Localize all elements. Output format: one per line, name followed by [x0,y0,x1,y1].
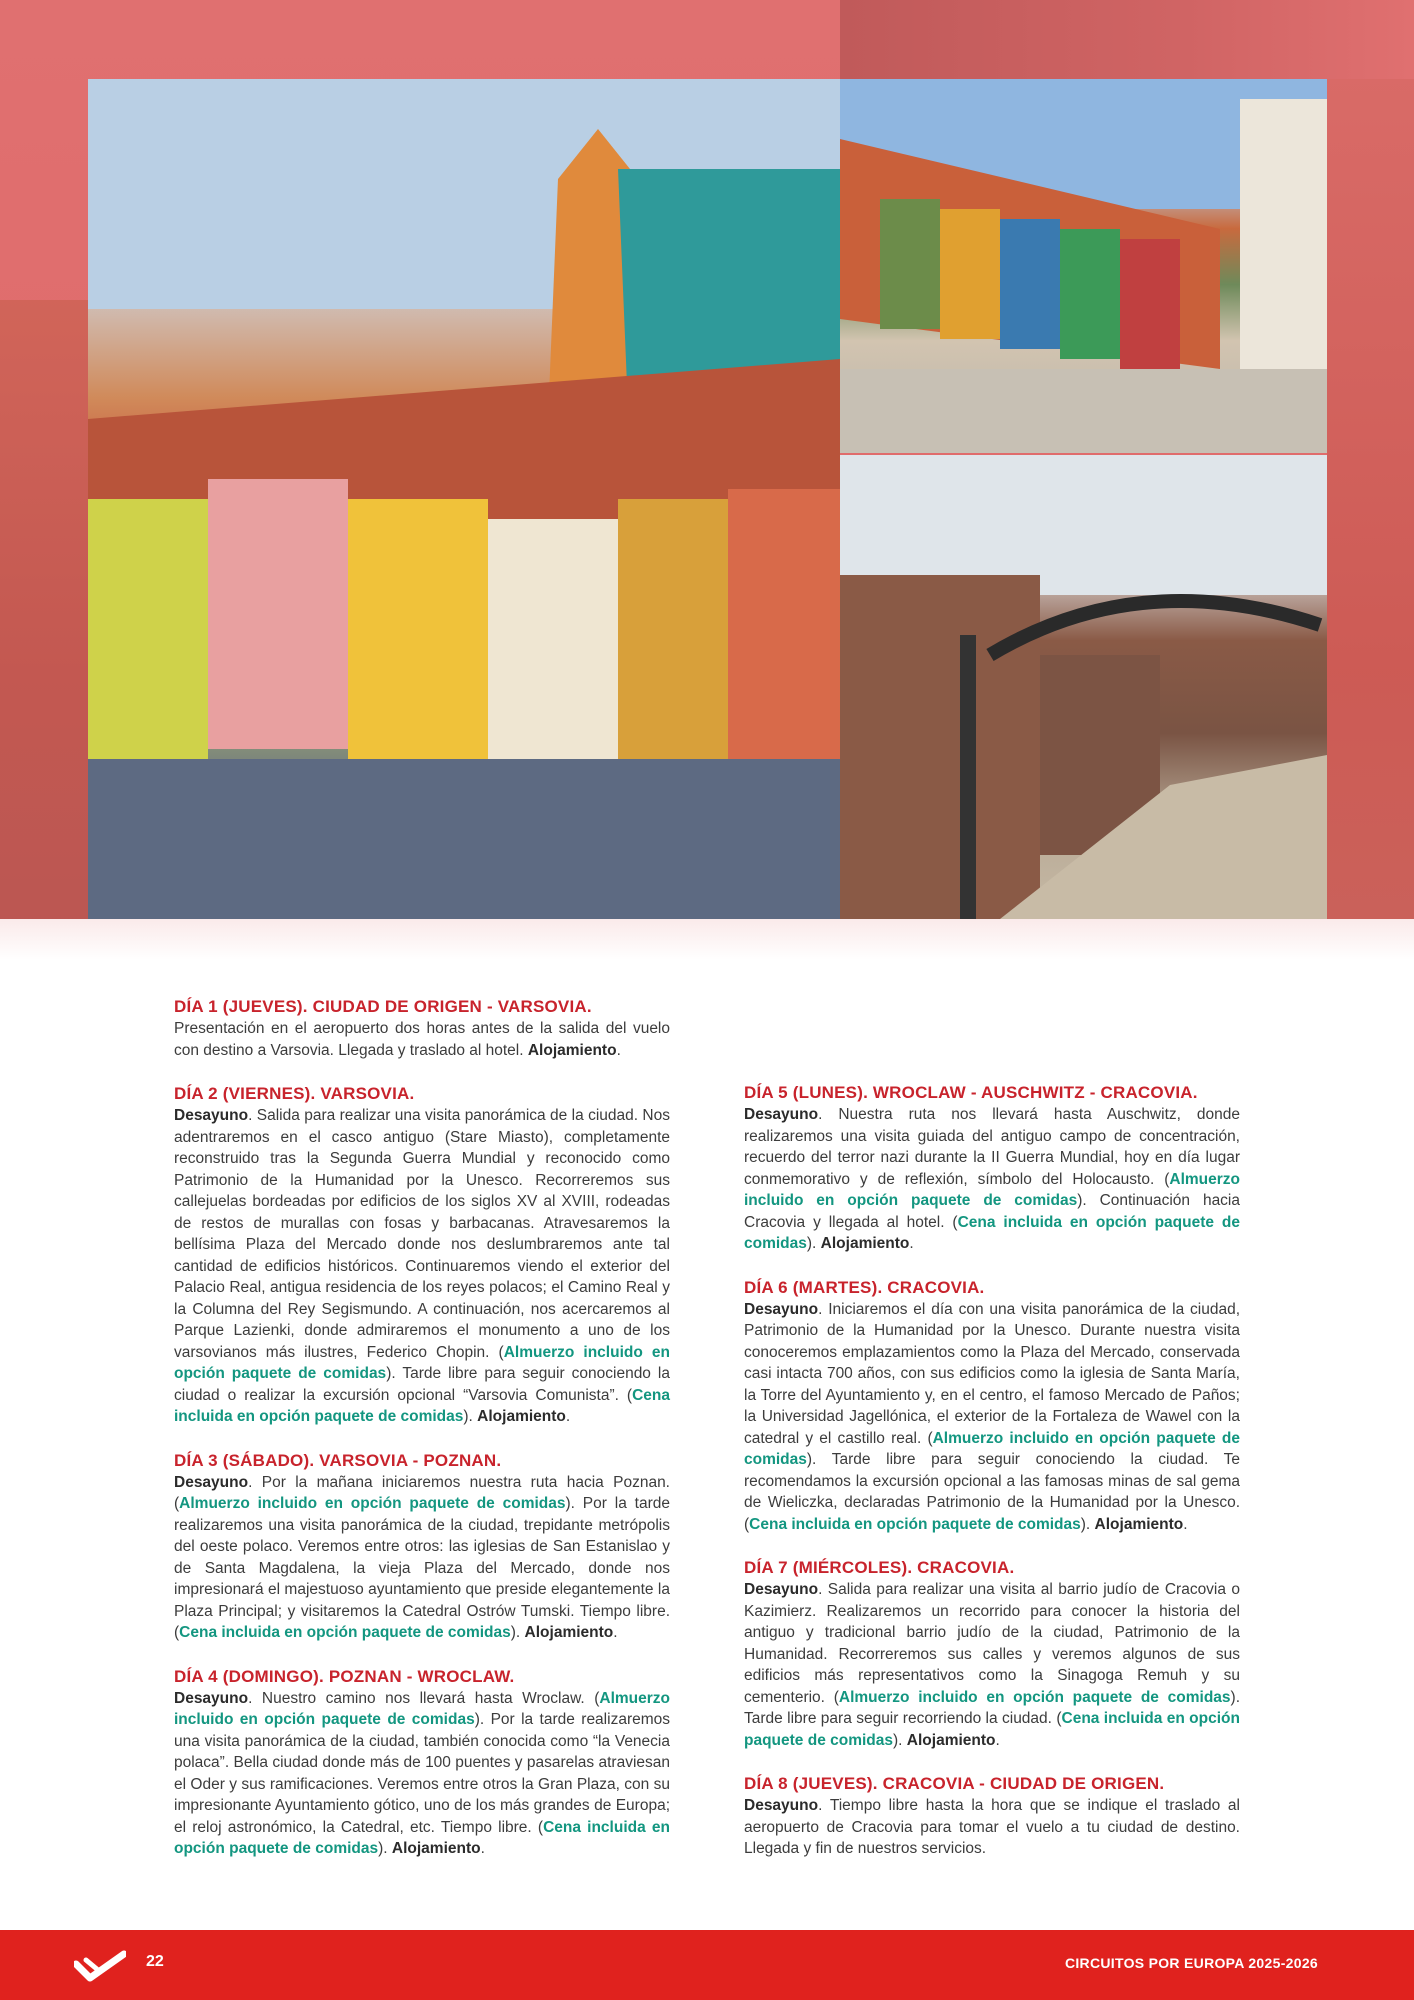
meal-plan-note: Almuerzo incluido en opción paquete de comidas [179,1495,566,1512]
day-description [174,1688,670,1860]
body-text: . Iniciaremos el día con una visita panorámica de la ciudad, Patrimonio de la Humanidad por la Unesco. Durante nuestra visita conoceremos emplazamientos como la Plaza del Mercado, conservada casi intacta 700 años, con sus edificios como la iglesia de Santa María, la Torre del Ayuntamiento y, en el centro, el famoso Mercado de Paños; la Universidad Jagellónica, el exterior de la Fortaleza de Wawel con la catedral y el castillo real. ( [744,1300,1240,1447]
body-text: ). Tarde libre para seguir recorriendo la ciudad. ( [744,1688,1240,1727]
itinerary-column-right [744,996,1240,1882]
emphasis-text: Alojamiento [820,1235,910,1252]
body-text: . [565,1408,571,1425]
poznan-market-square-photo [840,79,1327,453]
body-text: . [995,1731,1000,1749]
day-description [174,1472,670,1644]
emphasis-text: Desayuno [174,1473,249,1491]
sky-overlay [840,0,1414,79]
body-text: ). Por la tarde realizaremos una visita panorámica de la ciudad, trepidante metrópolis del oeste polaco. Veremos entre otros: las iglesias de San Estanislao y de Santa Magdalena, la vieja Plaza del Mercado, donde nos impresionará el majestuoso ayuntamiento que preside elegantemente la Plaza Principal; y visitaremos la Catedral Ostrów Tumski. Tiempo libre. ( [174,1495,670,1641]
body-text: ). [510,1624,525,1641]
meal-plan-note: Cena incluida en opción paquete de comidas [744,1213,1241,1252]
body-text: ). Tarde libre para seguir conociendo la ciudad o realizar la excursión opcional “Varsovia Comunista”. ( [174,1365,670,1404]
emphasis-text: Desayuno [744,1581,819,1598]
brand-logo-icon [74,1950,126,1982]
body-text: . [909,1235,914,1252]
body-text: ). Tarde libre para seguir conociendo la ciudad. Te recomendamos la excursión opcional a las famosas minas de sal gema de Wieliczka, declaradas Patrimonio de la Humanidad por la Unesco. ( [744,1451,1240,1533]
body-text: ). Continuación hacia Cracovia y llegada al hotel. ( [744,1192,1241,1231]
emphasis-text: Alojamiento [477,1408,566,1425]
day-title: DÍA 5 (LUNES). WROCLAW - AUSCHWITZ - CRACOVIA. [744,1083,1198,1102]
day-description [744,1299,1240,1536]
day-title: DÍA 2 (VIERNES). VARSOVIA. [174,1084,415,1103]
meal-plan-note: Cena incluida en opción paquete de comidas [174,1818,670,1857]
body-text: . Nuestra ruta nos llevará hasta Auschwitz, donde realizaremos una visita guiada del antiguo campo de concentración, recuerdo del terror nazi durante la II Guerra Mundial, hoy en día lugar conmemorativo y de reflexión, símbolo del Holocausto. ( [744,1106,1240,1188]
right-color-overlay [1327,79,1414,919]
body-text: . Tiempo libre hasta la hora que se indique el traslado al aeropuerto de Cracovia para tomar el vuelo a tu ciudad de destino. Llegada y fin de nuestros servicios. [744,1797,1240,1857]
auschwitz-gate-photo [840,455,1327,919]
meal-plan-note: Almuerzo incluido en opción paquete de comidas [838,1688,1231,1706]
body-text: ). Por la tarde realizaremos una visita panorámica de la ciudad, también conocida como “la Venecia polaca”. Bella ciudad donde más de 100 puentes y pasarelas atraviesan el Oder y sus ramificaciones. Veremos entre otros la Gran Plaza, con su impresionante Ayuntamiento gótico, uno de los más grandes de Europa; el reloj astronómico, la Catedral, etc. Tiempo libre. ( [174,1711,671,1836]
page-number: 22 [146,1953,164,1970]
day-4 [174,1666,670,1860]
day-title: DÍA 8 (JUEVES). CRACOVIA - CIUDAD DE ORIGEN. [744,1774,1165,1793]
day-title: DÍA 6 (MARTES). CRACOVIA. [744,1277,985,1297]
emphasis-text: Desayuno [744,1300,819,1318]
emphasis-text: Alojamiento [1094,1515,1184,1533]
emphasis-text: Alojamiento [524,1624,614,1641]
day-8 [744,1773,1240,1860]
day-2 [174,1083,670,1428]
meal-plan-note: Almuerzo incluido en opción paquete de comidas [744,1429,1240,1468]
body-text: . [613,1624,618,1641]
body-text: . [616,1041,621,1059]
body-text: ). [1080,1515,1095,1533]
footer-title: CIRCUITOS POR EUROPA 2025-2026 [1064,1955,1318,1971]
body-text: . [480,1840,485,1857]
body-text: ). [806,1235,821,1252]
emphasis-text: Desayuno [744,1106,819,1123]
emphasis-text: Desayuno [744,1797,819,1814]
itinerary-column-left [174,996,670,1882]
page-footer [0,1930,1414,2000]
day-description [744,1104,1240,1255]
day-description [744,1795,1240,1860]
emphasis-text: Alojamiento [391,1840,481,1857]
day-title: DÍA 1 (JUEVES). CIUDAD DE ORIGEN - VARSOVIA. [174,997,592,1016]
day-3 [174,1450,670,1644]
meal-plan-note: Cena incluida en opción paquete de comidas [749,1515,1081,1533]
meal-plan-note: Cena incluida en opción paquete de comidas [179,1624,511,1641]
body-text: ). [463,1408,478,1425]
day-title: DÍA 3 (SÁBADO). VARSOVIA - POZNAN. [174,1450,502,1470]
day-description [174,1105,670,1428]
meal-plan-note: Cena incluida en opción paquete de comidas [174,1386,670,1425]
emphasis-text: Alojamiento [906,1731,996,1749]
body-text: . Salida para realizar una visita panorámica de la ciudad. Nos adentraremos en el casco antiguo (Stare Miasto), completamente reconstruido tras la Segunda Guerra Mundial y reconocido como Patrimonio de la Humanidad por la Unesco. Recorreremos sus callejuelas bordeadas por edificios de los siglos XV al XVIII, rodeadas de restos de murallas con fosas y barbacanas. Atravesaremos la bellísima Plaza del Mercado donde nos deslumbraremos ante tal cantidad de edificios históricos. Continuaremos viendo el exterior del Palacio Real, antigua residencia de los reyes polacos; el Camino Real y la Columna del Rey Segismundo. A continuación, nos acercaremos al Parque Lazienki, donde admiraremos el monumento a uno de los varsovianos más ilustres, Federico Chopin. ( [174,1107,670,1361]
meal-plan-note: Cena incluida en opción paquete de comidas [744,1710,1240,1749]
day-5 [744,1082,1240,1255]
emphasis-text: Alojamiento [527,1041,617,1059]
day-6 [744,1277,1240,1536]
day-description [744,1579,1240,1751]
body-text: ). [378,1840,392,1857]
meal-plan-note: Almuerzo incluido en opción paquete de comidas [744,1170,1240,1209]
meal-plan-note: Almuerzo incluido en opción paquete de comidas [174,1689,670,1728]
body-text: . Salida para realizar una visita al barrio judío de Cracovia o Kazimierz. Realizaremos un recorrido para conocer la historia del antiguo y tradicional barrio judío de la ciudad, Patrimonio de la Humanidad. Recorreremos sus calles y veremos algunos de sus edificios más representativos como la Sinagoga Remuh y su cementerio. ( [744,1581,1240,1706]
emphasis-text: Desayuno [174,1689,249,1707]
body-text: Presentación en el aeropuerto dos horas antes de la salida del vuelo con destino a Varsovia. Llegada y traslado al hotel. [174,1020,670,1059]
day-7 [744,1557,1240,1751]
day-1 [174,996,670,1061]
body-text: . Por la mañana iniciaremos nuestra ruta hacia Poznan. ( [174,1473,670,1512]
body-text: ). [893,1731,907,1749]
body-text: . [1183,1515,1188,1533]
emphasis-text: Desayuno [174,1107,249,1124]
body-text: . Nuestro camino nos llevará hasta Wroclaw. ( [248,1689,600,1707]
day-title: DÍA 7 (MIÉRCOLES). CRACOVIA. [744,1558,1015,1577]
left-color-overlay [0,300,88,919]
day-title: DÍA 4 (DOMINGO). POZNAN - WROCLAW. [174,1666,515,1686]
day-description [174,1018,670,1061]
warsaw-old-town-photo [88,79,840,919]
meal-plan-note: Almuerzo incluido en opción paquete de comidas [174,1343,670,1382]
